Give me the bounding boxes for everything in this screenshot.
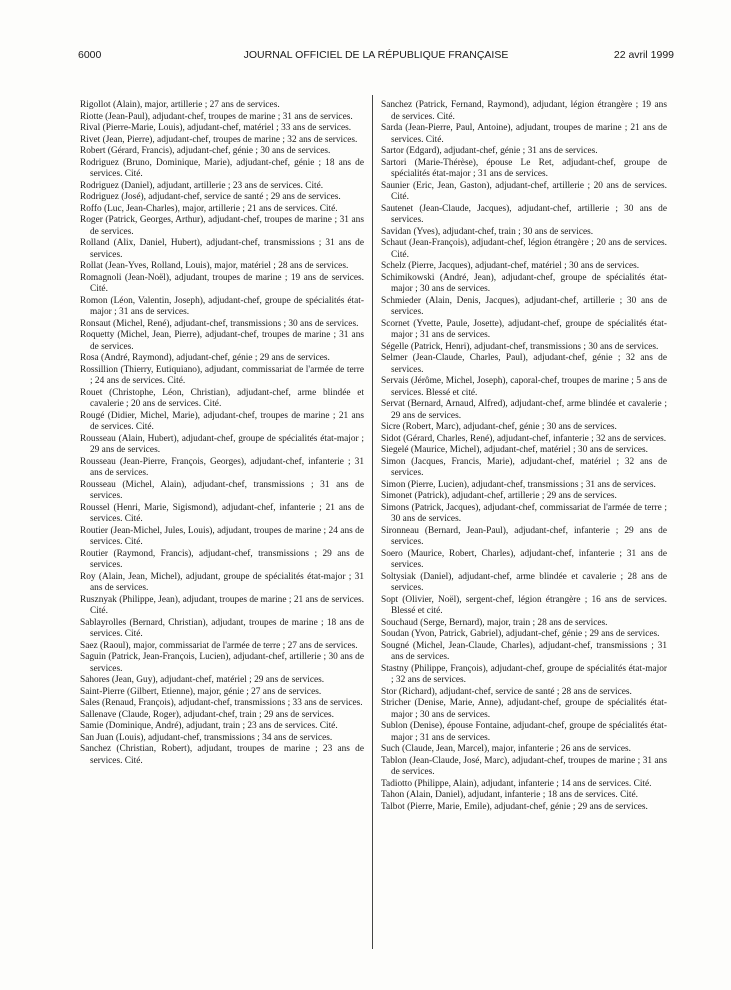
decoration-entry: Sidot (Gérard, Charles, René), adjudant-chef, infanterie ; 32 ans de services. xyxy=(381,433,667,444)
decoration-entry: Schaut (Jean-François), adjudant-chef, légion étrangère ; 20 ans de services. Cité. xyxy=(381,238,667,260)
decoration-entry: Routier (Raymond, Francis), adjudant-chef, transmissions ; 29 ans de services. xyxy=(80,548,364,570)
decoration-entry: Rodriguez (Daniel), adjudant, artillerie ; 23 ans de services. Cité. xyxy=(80,180,324,191)
decoration-entry: Riotte (Jean-Paul), adjudant-chef, troupes de marine ; 31 ans de services. xyxy=(80,111,353,122)
decoration-entry: Sopt (Olivier, Noël), sergent-chef, légion étrangère ; 16 ans de services. Blessé et cité. xyxy=(381,594,667,616)
decoration-entry: Savidan (Yves), adjudant-chef, train ; 30 ans de services. xyxy=(381,226,594,237)
decoration-entry: Ségelle (Patrick, Henri), adjudant-chef, transmissions ; 30 ans de services. xyxy=(381,341,659,352)
decoration-entry: Rousseau (Alain, Hubert), adjudant-chef, groupe de spécialités état-major ; 29 ans de services. xyxy=(80,433,364,455)
decoration-entry: Simonet (Patrick), adjudant-chef, artillerie ; 29 ans de services. xyxy=(381,491,617,501)
decoration-entry: Soero (Maurice, Robert, Charles), adjudant-chef, infanterie ; 31 ans de services. xyxy=(381,548,667,570)
decoration-entry: Schelz (Pierre, Jacques), adjudant-chef, matériel ; 30 ans de services. xyxy=(381,261,640,271)
decoration-entry: Routier (Jean-Michel, Jules, Louis), adjudant, troupes de marine ; 24 ans de services. Cité. xyxy=(80,525,364,547)
decoration-entry: Rodriguez (José), adjudant-chef, service de santé ; 29 ans de services. xyxy=(80,192,341,202)
left-column xyxy=(80,100,364,767)
page-header xyxy=(78,49,674,65)
decoration-entry: Sales (Renaud, François), adjudant-chef, transmissions ; 33 ans de services. xyxy=(80,698,363,708)
decoration-entry: Selmer (Jean-Claude, Charles, Paul), adjudant-chef, génie ; 32 ans de services. xyxy=(381,353,667,375)
decoration-entry: Servais (Jérôme, Michel, Joseph), caporal-chef, troupes de marine ; 5 ans de services. Blessé et cité. xyxy=(381,376,667,398)
decoration-entry: Roger (Patrick, Georges, Arthur), adjudant-chef, troupes de marine ; 31 ans de services. xyxy=(80,215,364,237)
decoration-entry: Samie (Dominique, André), adjudant, train ; 23 ans de services. Cité. xyxy=(80,721,338,731)
decoration-entry: Rossillion (Thierry, Eutiquiano), adjudant, commissariat de l'armée de terre ; 24 ans de services. Cité. xyxy=(80,364,364,386)
page-number: 6000 xyxy=(78,49,102,61)
decoration-entry: Rivet (Jean, Pierre), adjudant-chef, troupes de marine ; 32 ans de services. xyxy=(80,134,358,145)
decoration-entry: Sanchez (Christian, Robert), adjudant, troupes de marine ; 23 ans de services. Cité. xyxy=(80,744,364,766)
decoration-entry: Scornet (Yvette, Paule, Josette), adjudant-chef, groupe de spécialités état-major ; 31 ans de services. xyxy=(381,318,667,340)
decoration-entry: Rigollot (Alain), major, artillerie ; 27 ans de services. xyxy=(80,100,280,110)
decoration-entry: Rouet (Christophe, Léon, Christian), adjudant-chef, arme blindée et cavalerie ; 20 ans de services. Cité. xyxy=(80,387,364,409)
decoration-entry: Sublon (Denise), épouse Fontaine, adjudant-chef, groupe de spécialités état-major ; 31 ans de services. xyxy=(381,721,667,743)
decoration-entry: Tahon (Alain, Daniel), adjudant, infanterie ; 18 ans de services. Cité. xyxy=(381,790,638,800)
decoration-entry: Rousseau (Michel, Alain), adjudant-chef, transmissions ; 31 ans de services. xyxy=(80,479,364,501)
decoration-entry: Rosa (André, Raymond), adjudant-chef, génie ; 29 ans de services. xyxy=(80,353,330,363)
decoration-entry: Simon (Jacques, Francis, Marie), adjudant-chef, matériel ; 32 ans de services. xyxy=(381,456,667,478)
decoration-entry: Schimikowski (André, Jean), adjudant-chef, groupe de spécialités état-major ; 30 ans de services. xyxy=(381,272,667,294)
decoration-entry: Saint-Pierre (Gilbert, Etienne), major, génie ; 27 ans de services. xyxy=(80,686,322,697)
decoration-entry: Rival (Pierre-Marie, Louis), adjudant-chef, matériel ; 33 ans de services. xyxy=(80,123,352,133)
publication-date: 22 avril 1999 xyxy=(613,49,674,61)
decoration-entry: Saguin (Patrick, Jean-François, Lucien), adjudant-chef, artillerie ; 30 ans de services. xyxy=(80,652,364,674)
decoration-entry: Sablayrolles (Bernard, Christian), adjudant, troupes de marine ; 18 ans de services. Cité. xyxy=(80,617,364,639)
decoration-entry: Rollat (Jean-Yves, Rolland, Louis), major, matériel ; 28 ans de services. xyxy=(80,261,349,271)
decoration-entry: Ronsaut (Michel, René), adjudant-chef, transmissions ; 30 ans de services. xyxy=(80,318,359,329)
decoration-entry: Roussel (Henri, Marie, Sigismond), adjudant-chef, infanterie ; 21 ans de services. Cité. xyxy=(80,502,364,524)
decoration-entry: Servat (Bernard, Arnaud, Alfred), adjudant-chef, arme blindée et cavalerie ; 29 ans de services. xyxy=(381,399,667,421)
decoration-entry: Tadiotto (Philippe, Alain), adjudant, infanterie ; 14 ans de services. Cité. xyxy=(381,778,652,789)
decoration-entry: Schmieder (Alain, Denis, Jacques), adjudant-chef, artillerie ; 30 ans de services. xyxy=(381,295,667,317)
decoration-entry: Stricher (Denise, Marie, Anne), adjudant-chef, groupe de spécialités état-major ; 30 ans de services. xyxy=(381,698,667,720)
decoration-entry: Sartor (Edgard), adjudant-chef, génie ; 31 ans de services. xyxy=(381,146,598,156)
decoration-entry: Sautenet (Jean-Claude, Jacques), adjudant-chef, artillerie ; 30 ans de services. xyxy=(381,203,667,225)
decoration-entry: Rousseau (Jean-Pierre, François, Georges), adjudant-chef, infanterie ; 31 ans de services. xyxy=(80,456,364,478)
decoration-entry: Rodriguez (Bruno, Dominique, Marie), adjudant-chef, génie ; 18 ans de services. Cité. xyxy=(80,157,364,179)
decoration-entry: Simon (Pierre, Lucien), adjudant-chef, transmissions ; 31 ans de services. xyxy=(381,479,656,490)
decoration-entry: Talbot (Pierre, Marie, Emile), adjudant-chef, génie ; 29 ans de services. xyxy=(381,801,648,812)
decoration-entry: Sartori (Marie-Thérèse), épouse Le Ret, adjudant-chef, groupe de spécialités état-major ; 31 ans de services. xyxy=(381,157,667,179)
decoration-entry: Souchaud (Serge, Bernard), major, train ; 28 ans de services. xyxy=(381,617,608,628)
decoration-entry: Rougé (Didier, Michel, Marie), adjudant-chef, troupes de marine ; 21 ans de services. Cité. xyxy=(80,410,364,432)
column-divider xyxy=(372,95,373,949)
decoration-entry: San Juan (Louis), adjudant-chef, transmissions ; 34 ans de services. xyxy=(80,732,333,743)
decoration-entry: Soudan (Yvon, Patrick, Gabriel), adjudant-chef, génie ; 29 ans de services. xyxy=(381,629,660,639)
decoration-entry: Stastny (Philippe, François), adjudant-chef, groupe de spécialités état-major ; 32 ans de services. xyxy=(381,663,667,685)
decoration-entry: Sahores (Jean, Guy), adjudant-chef, matériel ; 29 ans de services. xyxy=(80,675,325,685)
decoration-entry: Rolland (Alix, Daniel, Hubert), adjudant-chef, transmissions ; 31 ans de services. xyxy=(80,238,364,260)
journal-title: JOURNAL OFFICIEL DE LA RÉPUBLIQUE FRANÇAISE xyxy=(243,49,509,61)
decoration-entry: Sarda (Jean-Pierre, Paul, Antoine), adjudant, troupes de marine ; 21 ans de services. Cité. xyxy=(381,123,667,145)
decoration-entry: Saez (Raoul), major, commissariat de l'armée de terre ; 27 ans de services. xyxy=(80,640,358,651)
decoration-entry: Saunier (Eric, Jean, Gaston), adjudant-chef, artillerie ; 20 ans de services. Cité. xyxy=(381,180,667,202)
decoration-entry: Soltysiak (Daniel), adjudant-chef, arme blindée et cavalerie ; 28 ans de services. xyxy=(381,571,667,593)
decoration-entry: Sallenave (Claude, Roger), adjudant-chef, train ; 29 ans de services. xyxy=(80,709,335,720)
decoration-entry: Simons (Patrick, Jacques), adjudant-chef, commissariat de l'armée de terre ; 30 ans de services. xyxy=(381,502,667,524)
decoration-entry: Sougné (Michel, Jean-Claude, Charles), adjudant-chef, transmissions ; 31 ans de services. xyxy=(381,640,667,662)
decoration-entry: Such (Claude, Jean, Marcel), major, infanterie ; 26 ans de services. xyxy=(381,744,631,754)
decoration-entry: Robert (Gérard, Francis), adjudant-chef, génie ; 30 ans de services. xyxy=(80,146,331,156)
decoration-entry: Romagnoli (Jean-Noël), adjudant, troupes de marine ; 19 ans de services. Cité. xyxy=(80,272,364,294)
decoration-entry: Sanchez (Patrick, Fernand, Raymond), adjudant, légion étrangère ; 19 ans de services. Cité. xyxy=(381,100,667,122)
decoration-entry: Roquetty (Michel, Jean, Pierre), adjudant-chef, troupes de marine ; 31 ans de services. xyxy=(80,330,364,352)
decoration-entry: Sironneau (Bernard, Jean-Paul), adjudant-chef, infanterie ; 29 ans de services. xyxy=(381,525,667,547)
decoration-entry: Sicre (Robert, Marc), adjudant-chef, génie ; 30 ans de services. xyxy=(381,422,617,432)
decoration-entry: Tablon (Jean-Claude, José, Marc), adjudant-chef, troupes de marine ; 31 ans de services. xyxy=(381,755,667,777)
decoration-entry: Roffo (Luc, Jean-Charles), major, artillerie ; 21 ans de services. Cité. xyxy=(80,203,338,214)
decoration-entry: Roy (Alain, Jean, Michel), adjudant, groupe de spécialités état-major ; 31 ans de services. xyxy=(80,571,364,593)
decoration-entry: Siegelé (Maurice, Michel), adjudant-chef, matériel ; 30 ans de services. xyxy=(381,445,648,455)
decoration-entry: Rusznyak (Philippe, Jean), adjudant, troupes de marine ; 21 ans de services. Cité. xyxy=(80,594,364,616)
decoration-entry: Romon (Léon, Valentin, Joseph), adjudant-chef, groupe de spécialités état-major ; 31 ans de services. xyxy=(80,295,364,317)
decoration-entry: Stor (Richard), adjudant-chef, service de santé ; 28 ans de services. xyxy=(381,686,632,697)
right-column xyxy=(381,100,667,813)
